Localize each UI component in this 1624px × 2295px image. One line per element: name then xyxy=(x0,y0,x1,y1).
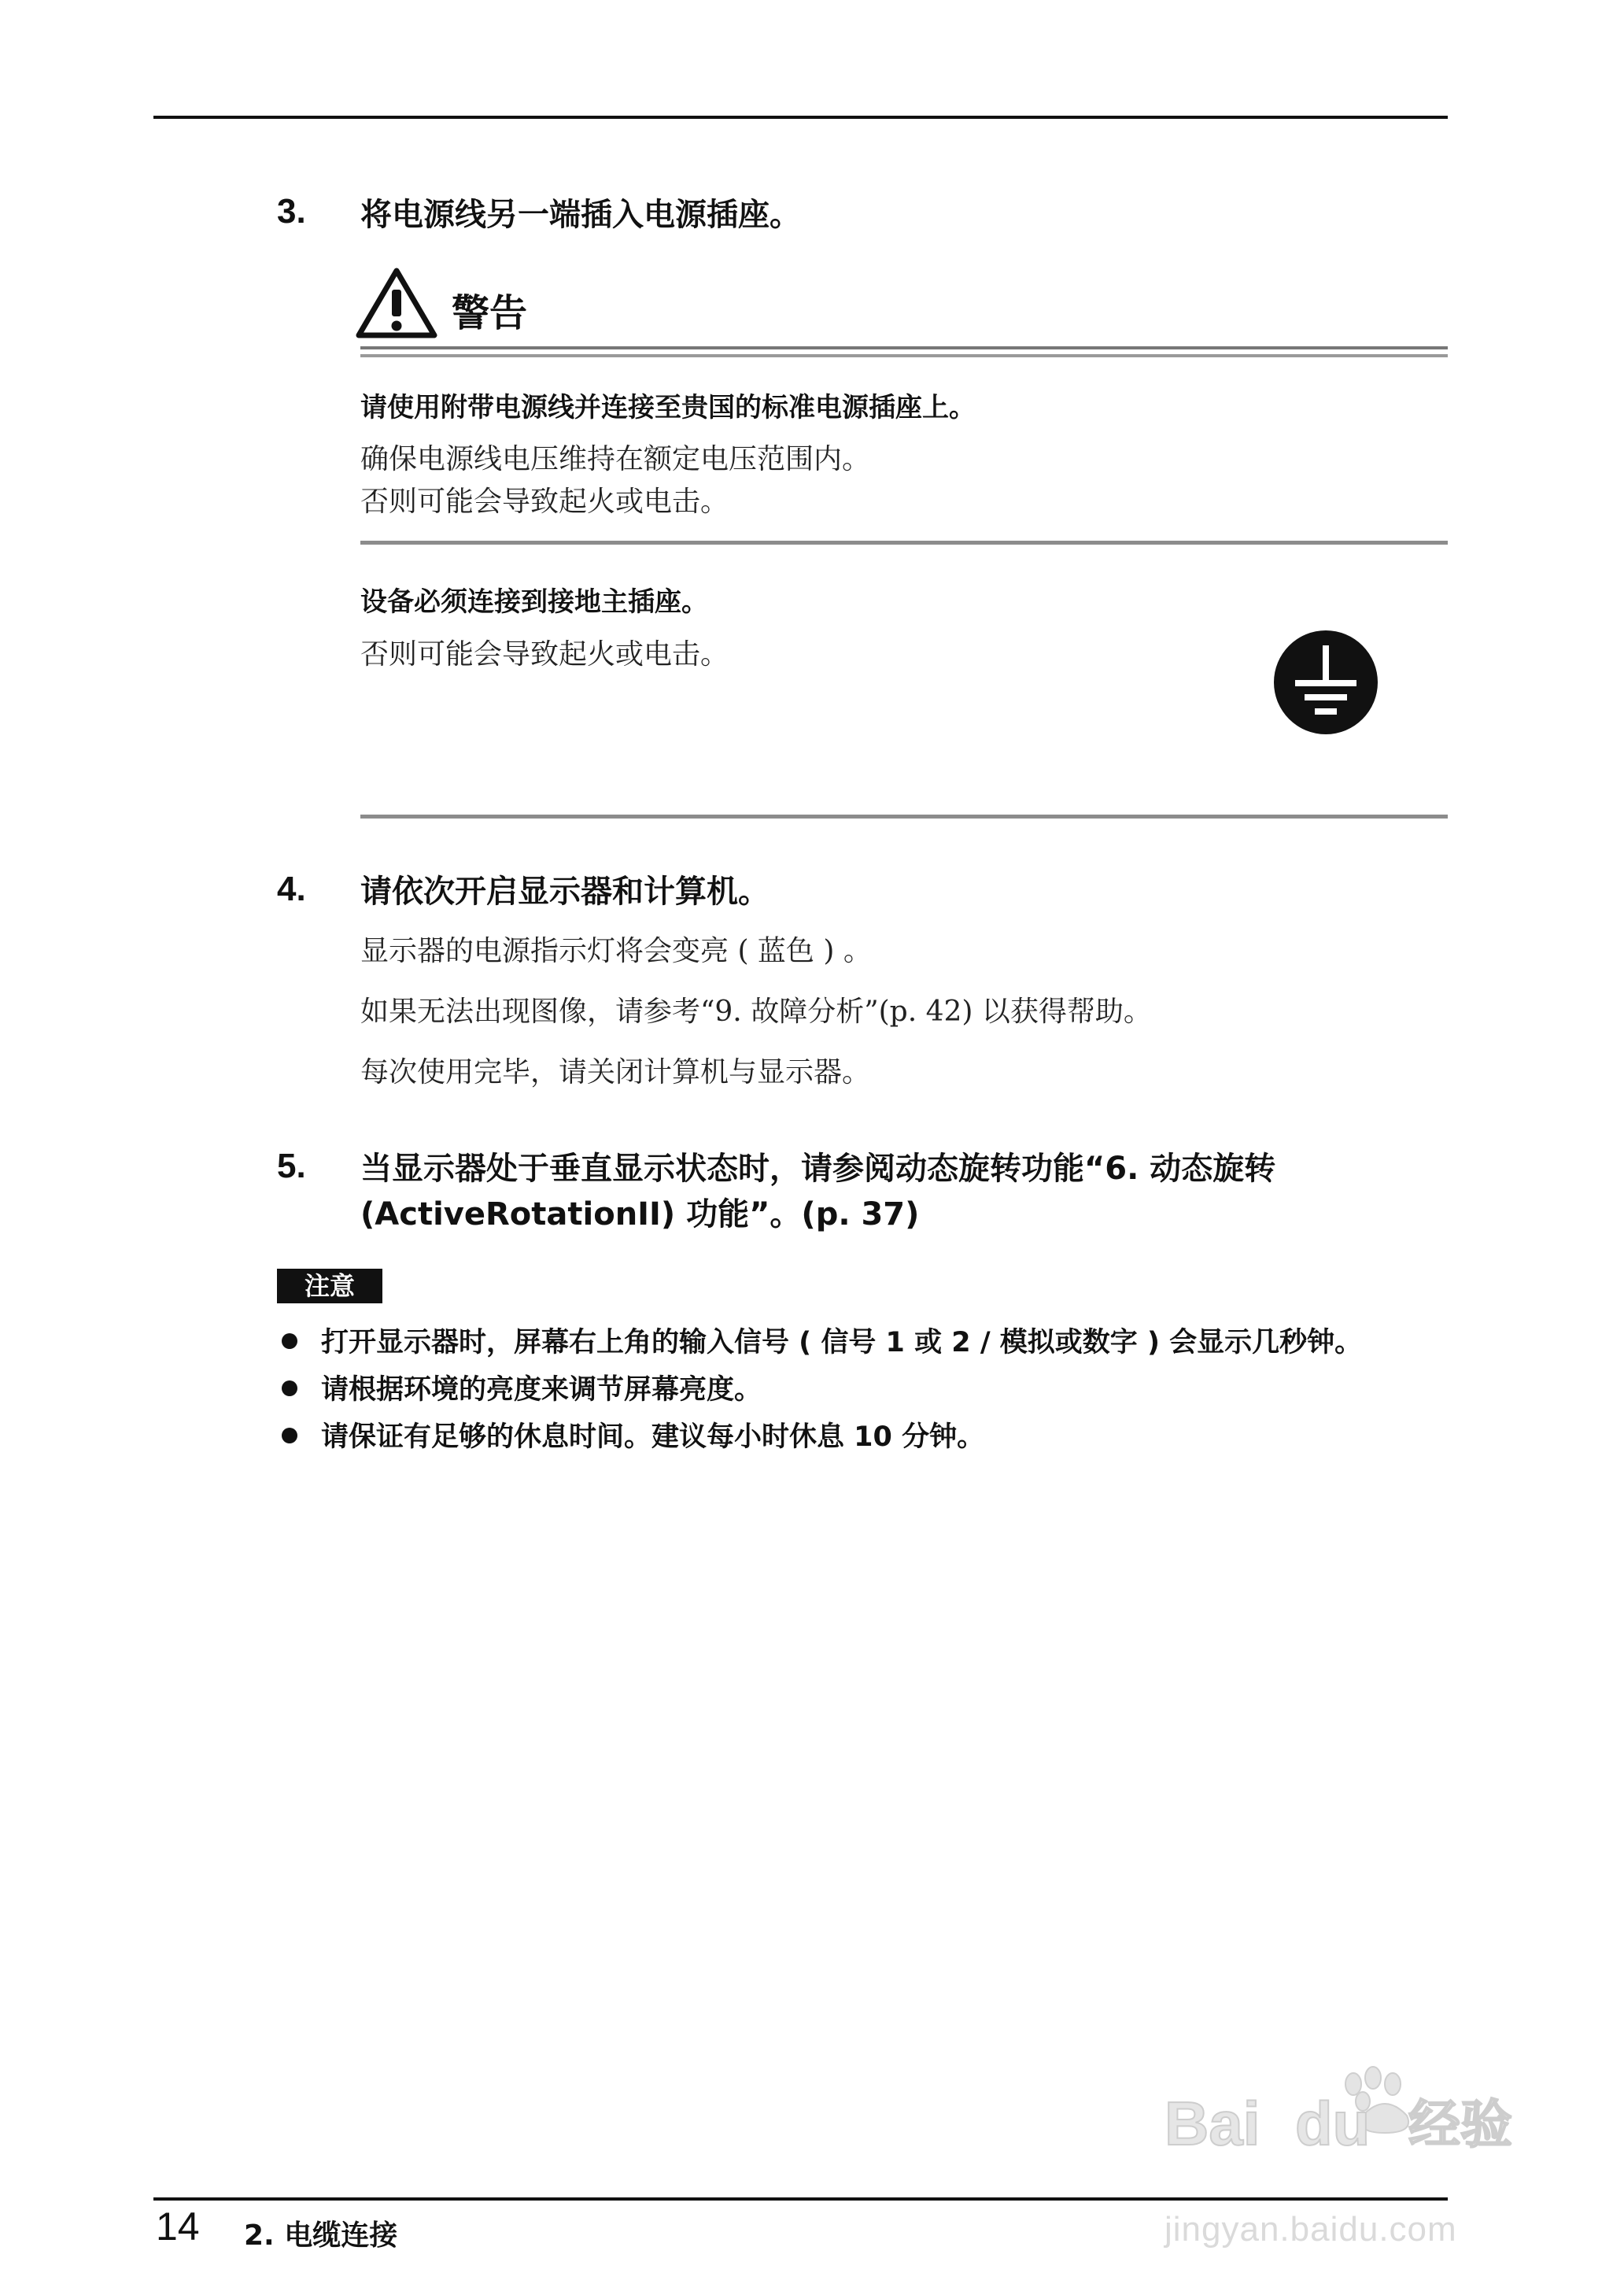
svg-text:Bai: Bai xyxy=(1164,2089,1260,2156)
warning-rule-secondary xyxy=(360,354,1448,357)
watermark-url: jingyan.baidu.com xyxy=(1164,2210,1457,2249)
baidu-watermark-logo xyxy=(1157,2054,1550,2156)
bullet-icon xyxy=(282,1428,297,1443)
header-rule xyxy=(153,116,1448,119)
warning-rule xyxy=(360,346,1448,349)
step-5-number: 5. xyxy=(277,1147,306,1185)
ground-icon xyxy=(1273,630,1379,735)
note-item xyxy=(282,1321,1362,1360)
note-item-text: 打开显示器时，屏幕右上角的输入信号 ( 信号 1 或 2 / 模拟或数字 ) 会显示几秒钟。 xyxy=(321,1327,1363,1358)
note-item-text: 请根据环境的亮度来调节屏幕亮度。 xyxy=(321,1374,762,1406)
warning-divider xyxy=(360,541,1448,545)
svg-text:du: du xyxy=(1295,2089,1371,2156)
bullet-icon xyxy=(282,1380,297,1396)
svg-text:经验: 经验 xyxy=(1408,2094,1512,2155)
page-number: 14 xyxy=(156,2204,200,2249)
note-item-text: 请保证有足够的休息时间。建议每小时休息 10 分钟。 xyxy=(321,1421,985,1453)
step-3-title: 将电源线另一端插入电源插座。 xyxy=(360,197,801,233)
warning-triangle-icon xyxy=(356,266,437,340)
step-4-line3: 每次使用完毕，请关闭计算机与显示器。 xyxy=(360,1056,871,1088)
warning-block1-line1: 确保电源线电压维持在额定电压范围内。 xyxy=(360,443,871,475)
warning-block1-heading: 请使用附带电源线并连接至贵国的标准电源插座上。 xyxy=(360,392,976,423)
step-5-title-line2: (ActiveRotationII) 功能”。(p. 37) xyxy=(360,1196,920,1232)
warning-title: 警告 xyxy=(452,291,528,335)
chapter-title: 2. 电缆连接 xyxy=(244,2219,398,2252)
note-badge: 注意 xyxy=(277,1269,382,1303)
bullet-icon xyxy=(282,1333,297,1349)
warning-block2-line1: 否则可能会导致起火或电击。 xyxy=(360,638,729,671)
step-4-title: 请依次开启显示器和计算机。 xyxy=(360,874,770,910)
step-4-number: 4. xyxy=(277,870,306,908)
step-5-title-line1: 当显示器处于垂直显示状态时，请参阅动态旋转功能“6. 动态旋转 xyxy=(360,1151,1276,1187)
note-item xyxy=(282,1415,984,1454)
warning-block1-line2: 否则可能会导致起火或电击。 xyxy=(360,486,729,518)
footer-rule xyxy=(153,2197,1448,2201)
warning-end-divider xyxy=(360,815,1448,819)
step-3-number: 3. xyxy=(277,192,306,231)
step-4-line2: 如果无法出现图像，请参考“9. 故障分析”(p. 42) 以获得帮助。 xyxy=(360,996,1152,1028)
warning-block2-heading: 设备必须连接到接地主插座。 xyxy=(360,586,708,618)
step-4-line1: 显示器的电源指示灯将会变亮 ( 蓝色 ) 。 xyxy=(360,935,872,967)
note-item xyxy=(282,1368,762,1407)
